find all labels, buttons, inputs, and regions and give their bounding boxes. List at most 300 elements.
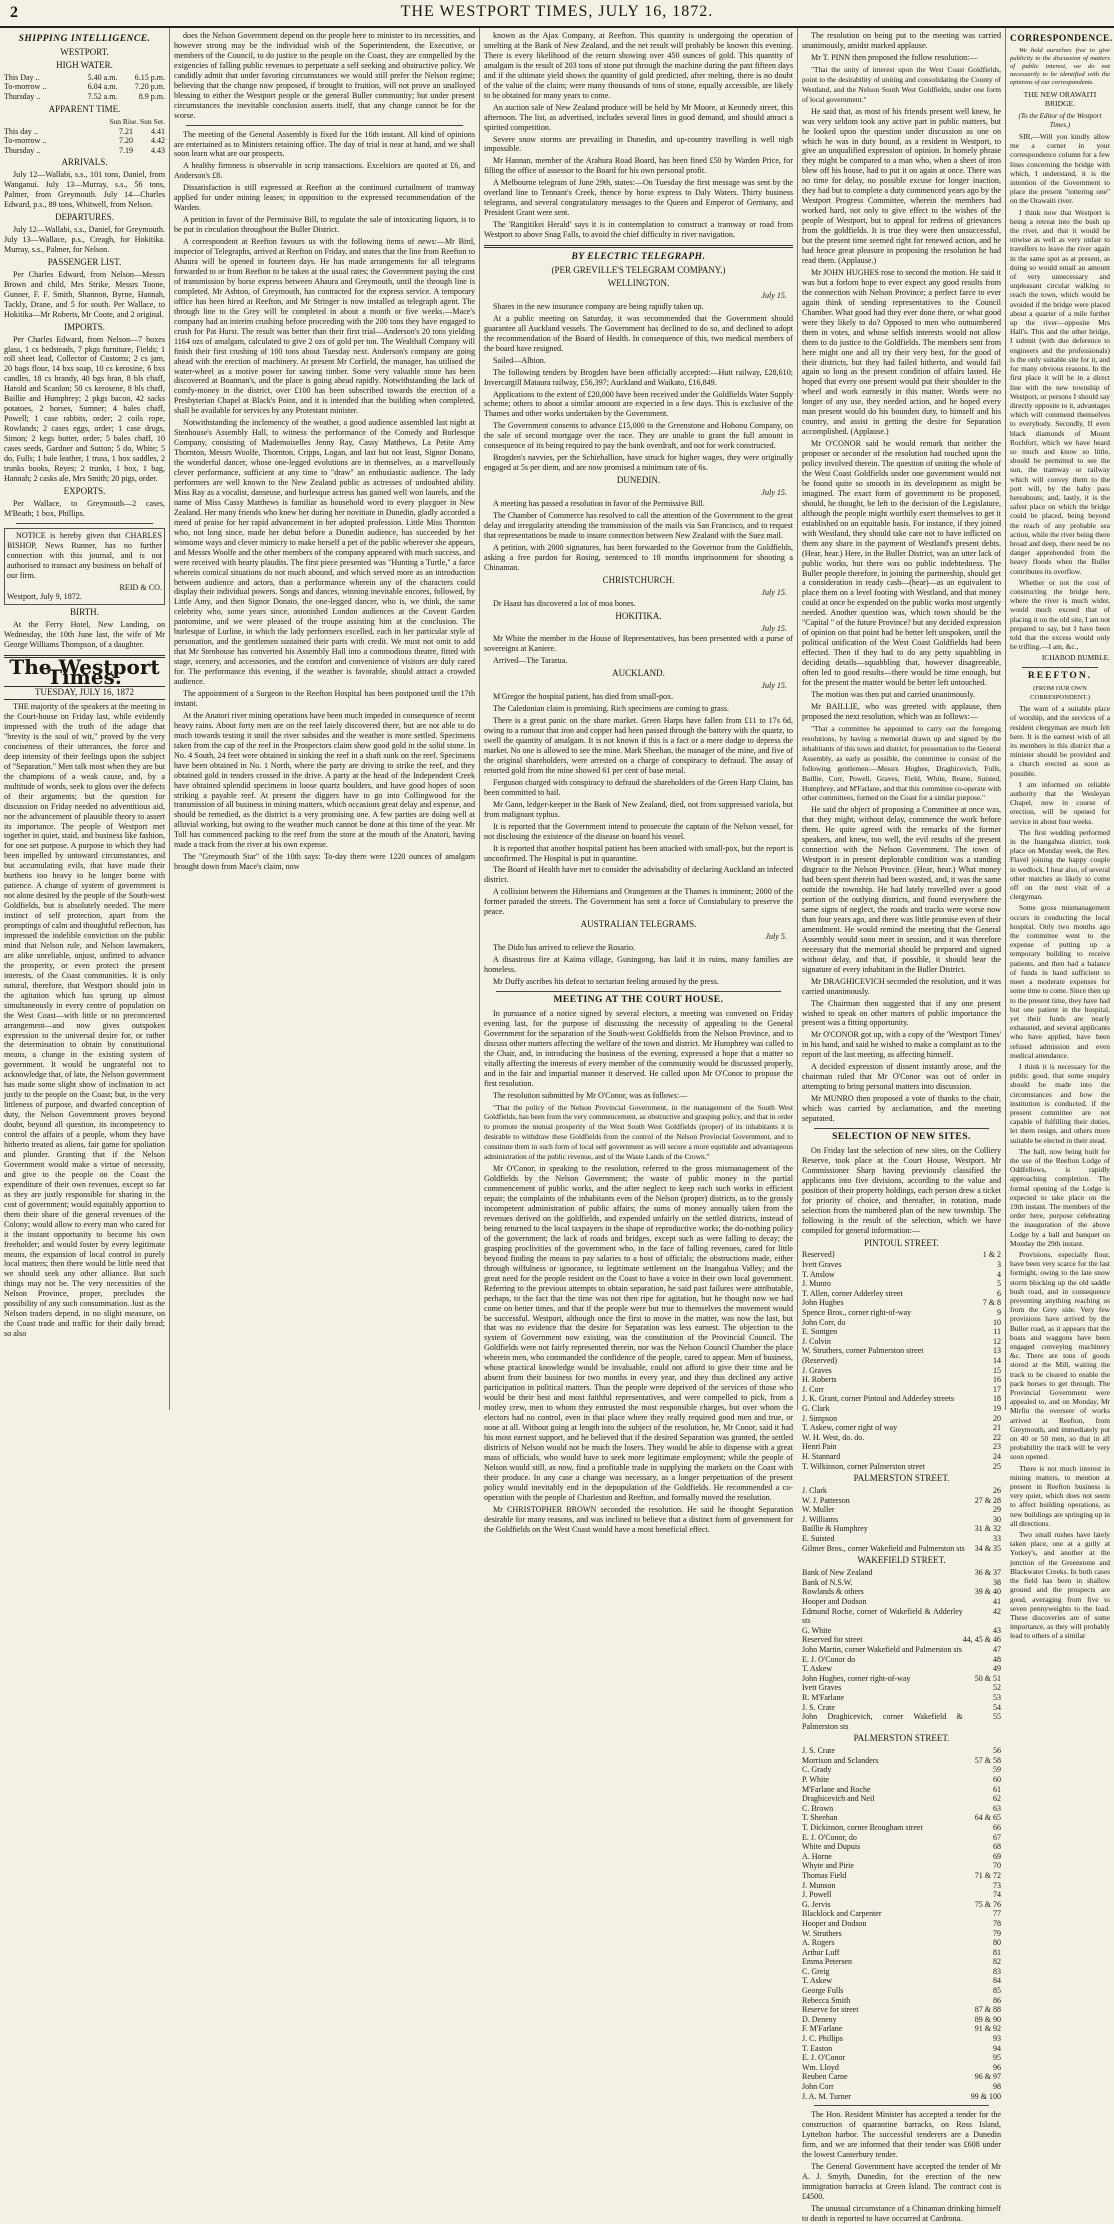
site-row-value: 19 [993,1403,1001,1413]
paragraph: He said the object of proposing a Committee at once was, that they might, without delay, commence the work before them. He quite agreed with the remarks of the former speakers, and knew, too well, the evil results of the present connection with the Nelson Government. The town of Westport is in present deplorable condition was a standing disgrace to the Nelson Province. (Hear, hear.) What money had been spent therein had been wasted, and, it was the same outside the township. He had lately travelled over a good portion of the outlying districts, and found everywhere the same signs of neglect, the roads and tracks were worse now than four years ago, and there was little promise even of their amendment. He would remind the meeting that the General Assembly would soon meet in session, and it was therefore necessary that the memorial should be prepared and signed without delay, and that, if possible, it should bear the signature of every inhabitant in the Buller District. [802,805,1001,974]
site-row-label: J. Williams [802,1514,838,1524]
sun-row-value: 7.19 [118,145,133,155]
site-row-label: W. H. West, do. do. [802,1432,865,1442]
christchurch-heading: CHRISTCHURCH. [602,574,675,585]
sun-row [4,146,165,156]
divider [1022,667,1098,668]
paper-name: The Westport Times. [9,655,160,690]
site-row-label: J. A. M. Turner [802,2091,851,2101]
site-row-label: Morrison and Sclanders [802,1755,879,1765]
column-4 [798,28,1006,2223]
column-5 [1006,28,1114,1641]
site-row [802,1366,1001,1376]
site-row-value: 67 [993,1832,1001,1842]
site-row-value: 27 & 28 [974,1495,1001,1505]
site-row-label: John Martin, corner Wakefield and Palmerston sts [802,1644,962,1654]
site-row-label: R. M'Farlane [802,1692,844,1702]
site-row-value: 94 [993,2043,1001,2053]
paragraph: Shares in the new insurance company are being rapidly taken up. [493,301,704,311]
site-row-label: J. K. Grant, corner Pintoul and Adderley streets [802,1394,954,1404]
site-row-value: 52 [993,1683,1001,1693]
site-row-value: 48 [993,1654,1001,1664]
paragraph: The first wedding performed in the Inangahua district, took place on Monday week, the Rev. Flavel joining the happy couple in wedlock. I hear also, of several other matches as likely to come off on the next visit of a clergyman. [1010,827,1110,902]
paragraph: A healthy firmness is observable in scrip transactions. Excelsiors are quoted at £6, and Anderson's £8. [174,161,475,181]
column-1 [0,28,170,1410]
site-row-label: Reserved for street [802,1635,863,1645]
site-row [802,1462,1001,1472]
site-row-value: 4 [997,1269,1001,1279]
site-row-value: 30 [993,1514,1001,1524]
site-row-value: 99 & 100 [970,2091,1001,2101]
site-row-value: 84 [993,1976,1001,1986]
paragraph: Dr Haast has discovered a lot of moa bones. [493,598,636,608]
tide-row-label: To-morrow .. [4,82,47,92]
site-row [802,1298,1001,1308]
site-row-value: 69 [993,1851,1001,1861]
site-row-label: Ivett Graves [802,1683,842,1693]
issue-date: TUESDAY, JULY 16, 1872 [4,686,165,700]
site-row [802,1327,1001,1337]
site-row-label: E. J. O'Conor do [802,1654,856,1664]
correspondence-heading: CORRESPONDENCE. [1010,34,1113,44]
tide-row [4,92,165,102]
divider [496,991,781,992]
auckland-heading: AUCKLAND. [612,668,665,679]
site-row [802,1568,1001,1578]
site-row [802,2034,1001,2044]
sun-row [4,136,165,146]
site-row [802,1270,1001,1280]
site-row-label: Bank of N.S.W. [802,1577,853,1587]
site-row-value: 85 [993,1986,1001,1996]
paragraph: At a public meeting on Saturday, it was recommended that the Government should guarantee all Auckland vessels. The Government has declined to do so, and declined to adopt the recommendation of the Board of Health. In consequence of this, two medical members of the board have resigned. [484,313,793,353]
sun-row-value: 4.43 [151,145,165,155]
site-row-label: Arthur Luff [802,1947,840,1957]
site-row-label: J. Powell [802,1890,832,1900]
paragraph: On Friday last the selection of new sites, on the Colliery Reserve, took place at the Court House, Westport. Mr Commissioner Sharp having previously classified the applicants into five divisions, according to the value and position of their property holdings, each person drew a ticket for priority of choice, and thereafter, in rotation, made selection from the numbered plan of the new township. The following is the result of the selection, which we have compiled for general information:— [802,1145,1001,1235]
dateline: July 15. [761,290,787,300]
site-row-label: E. Sontgen [802,1327,838,1337]
site-row-label: J. C. Phillips [802,2034,843,2044]
site-row-label: Blacklock and Carpenter [802,1909,882,1919]
divider [484,245,793,248]
site-row [802,1423,1001,1433]
paragraph: I am informed on reliable authority that the Wesleyan Chapel, now in course of erection, will be opened for service in about four weeks. [1010,779,1110,826]
paragraph: The Chamber of Commerce has resolved to call the attention of the Government to the great delay and irregularity attending the transmission of the mails via San Francisco, and to request that representations be made to insure connection between New Zealand with the Suez mail. [484,510,793,540]
sun-table [4,127,165,156]
paragraph: At the Anatori river mining operations have been much impeded in consequence of recent heavy rains. About forty men are on the reef lately discovered there, but are not able to do much towards testing it until the river subsides and the weather is more settled. Specimens taken from the cap of the reef in the Prospectors claim show good gold in the solid stone. In No. 4 South, 24 feet were obtained in sinking the reef in a shaft sunk on the reef. Specimens have been obtained in No. 1 North, where the party are driving to strike the reef, and they obtained gold in tenders crossed in the drive. A party at the head of the Independent Creek have obtained splendid specimens in loose quartz boulders, and have good hopes of soon striking a payable reef. At present the diggers have to go into Collingwood for the transmission of all business in mining matters, which occasions great delay and expense, and should be remedied, as the district is a very promising one. A few parties are doing well at alluvial working, but owing to the weather much cannot be done at this time of the year. Mr Toll has commenced packing to the reef from the store at the mouth of the Anatori, having made a track from the river at his own expense. [174,710,475,850]
site-row-value: 1 & 2 [982,1250,1001,1260]
site-row [802,1823,1001,1833]
site-row [802,1337,1001,1347]
site-row [802,1404,1001,1414]
site-row-label: John Corr, do [802,1317,846,1327]
site-row-label: G. Clark [802,1403,830,1413]
sites-table [802,1746,1001,2101]
passenger-heading: PASSENGER LIST. [47,256,122,267]
site-row-value: 43 [993,1625,1001,1635]
hokitika-heading: HOKITIKA. [615,610,662,621]
resolution-quote: "That the policy of the Nelson Provincial Government, in the management of the South West Goldfields, has been from the very commencement, as obstructive and grasping policy, and that in order to promote the mutual prosperity of the West South West Goldfields (proper) of its inhabitants it is desirable to withdraw these Goldfields from the control of the Nelson Provincial Government, and to constitute them in such form of local self government as will secure a more equitable and advantageous administration of the public revenue, and of the Waste Lands of the Crown." [484,1102,793,1162]
site-row [802,1346,1001,1356]
site-row [802,2015,1001,2025]
sun-row [4,127,165,137]
site-row-value: 79 [993,1928,1001,1938]
paragraph: The Chairman then suggested that if any one present wished to speak on other matters of public importance the present was a fitting opportunity. [802,998,1001,1028]
paragraph: Dissatisfaction is still expressed at Reefton at the continued curtailment of tramway applied for under mining leases; in opposition to the expressed recommendation of the Warden. [174,183,475,213]
site-row-value: 68 [993,1842,1001,1852]
paragraph: The resolution submitted by Mr O'Conor, was as follows:— [493,1090,688,1100]
site-row-value: 70 [993,1861,1001,1871]
paragraph: SIR,—Will you kindly allow me a corner in your correspondence column for a few lines concerning the bridge with which, I understand, it is the intention of the Government to place the present "tottering one" on the Orawaiti river. [1010,132,1110,206]
site-row [802,2082,1001,2092]
site-row-value: 89 & 90 [974,2014,1001,2024]
site-row [802,2063,1001,2073]
site-row-value: 17 [993,1384,1001,1394]
leader-article: THE majority of the speakers at the meeting in the Court-house on Friday last, while evidently impressed with the truth of the adage that "brevity is the soul of wit," proved by the very conciseness of their utterances, the force and deep intensity of their feelings upon the subject of "Separation." Men talk most when they are but the champions of a weak cause, and, by a multitude of words, seek to gloss over the defects of their arguments; but the question for discussion on Friday needed no adventitious aid, nor the advancement of plausible theory to assert its importance. The people of Westport met together in quiet, staid, and business like fashion, for one set purpose. A purpose to which they had been impelled by untoward circumstances, and but accumulating evils, that have made their burthens too heavy to be longer borne with patience. A change of system of government is not alone desired by the people of the South-west Goldfields, but is absolutely needed. The mere instinct of self protection, apart from the promptings of calm and thoughtful reflection, has impressed the indelible conviction on the public mind that Nelson rule, and Nelson lawmakers, are alike unreliable, unjust, unfitted to advance the prosperity, or even protect the present interests, of the Coast communities. It is only natural, therefore, that Westport should join in the agitation which has sprung up almost simultaneously in every centre of population on the West Coast—with little or no preconcerted arrangement—and now gives outspoken expression to the universal desire for, or rather the determination to obtain by constitutional means, a change in the existing system of government. It would be ungrateful not to acknowledge that, of late, the Nelson government has made some slight show of inclination to act justly to the people on the Coast; but, in the very littleness of purpose, and dwarfed conception of duty, the Nelson Government proves beyond doubt, beyond all question, its incompetency to control the affairs of a people, whom they have hitherto treated as aliens, fair game for spoliation and plunder. Granting that if the Nelson Government would make a virtue of necessity, and give to the people on the Coast the expenditure of their own revenues, except so far as they are justly responsible for sharing in the cost of government; would equitably apportion to them their share of the general revenues of the Colony; would allow to every man who cared for it the instant opportunity to become his own freeholder; and would foster by every legitimate means, the expansion of local control in purely local matters; then there would be little need that we should seek any other alliance. But such things may not be. The very necessities of the Nelson Province, proper, precludes the possibility of any such consummation. Just as the Nelson traders depend, in no slight measure, on the Coast trade and traffic for their daily bread; so also [4,702,165,1339]
site-row [802,1394,1001,1404]
site-row-value: 66 [993,1822,1001,1832]
site-row [802,1433,1001,1443]
site-row [802,1524,1001,1534]
site-row-label: T. Askew [802,1976,833,1986]
paragraph: Whether or not the cost of constructing the bridge here, where the river is much wider, would much exceed that of placing it on the old site, I am not prepared to say, but I have been told that the excess would only be trifling.—I am, &c., [1010,577,1110,652]
paragraph: I think now that Westport is being a retreat into the bush up the river, and that it would be unwise as well as very unfair to travellers to leave the river again in the same spot as at present, as doing so would entail an amount of very unnecessary and unpleasant circular walking to reach the town, which would be avoided if the bridge were placed about a quarter of a mile further up the river—opposite Mrs Hall's. This and the other bridge, I submit (with due deference to engineers and the professionals) is the only suitable site for it, and for many obvious reasons. In the first place it will be in a direct line with the new township of Westport, or persons I should say directly opposite to it, advantages which will commend themselves to everybody. Secondly, If even black diamonds of Mount Rochfort, which we have heard so much and know so little, should be permitted to see the sun, the tramway or railway which will convey them to the port will, by the baby pass hereabouts; and, lastly, it is the safest place on which the bridge could be placed, being beyond the reach of any probable sea action, while the river being there broad and deep, there need be no danger apprehended from the heavy floods when the Buller contributes its overflow. [1010,207,1110,576]
site-row-label: F. M'Farlane [802,2024,843,2034]
paragraph: Mr Gann, ledger-keeper in the Bank of New Zealand, died, not from suppressed variola, but from malignant typhus. [484,799,793,819]
paragraph: It is reported that the Government intend to prosecute the captain of the Nelson vessel, for not disclosing the existence of the disease on board his vessel. [484,821,793,841]
paragraph: A petition, with 2000 signatures, has been forwarded to the Governor from the Goldfields, asking a free pardon for Rosing, sentenced to 18 months imprisonment for shooting a Chinaman. [484,542,793,572]
paragraph: The Government consents to advance £15,000 to the Greenstone and Hohonu Company, on the sale of second mortgage over the race. They are unable to grant the full amount in consequence of its being required to pay the bank overdraft, and not for work constructed. [484,421,793,451]
site-row [802,1938,1001,1948]
australian-heading: AUSTRALIAN TELEGRAMS. [580,919,697,930]
paragraph: The want of a suitable place of worship, and the services of a resident clergyman are much felt here. It is the earnest wish of all its members in this district that a minister should be provided and a church erected as soon as possible. [1010,704,1110,778]
divider [814,1128,989,1129]
notice-box [4,528,165,606]
sites-table [802,1568,1001,1731]
site-row [802,1957,1001,1967]
paragraph: Arrived—The Tararua. [493,656,568,666]
site-row-label: J. Colvin [802,1336,831,1346]
paragraph: Some gross mismanagement occurs in conducting the local hospital. Only two months ago the committee went to the expense of putting up a temporary building to receive patients, and then had a balance of funds in hand sufficient to meet a moderate expenses for some time to come. Since then up to the present time, they have had but one patient in the hospital, yet their funds are nearly exhausted, and several applicants who have applied, have been refused admission and even medical attendance. [1010,903,1110,1060]
site-row [802,1986,1001,1996]
dunedin-heading: DUNEDIN. [616,475,661,486]
site-row-value: 25 [993,1461,1001,1471]
site-row-label: Reuben Carne [802,2072,848,2082]
site-row-value: 20 [993,1413,1001,1423]
site-row-value: 14 [993,1356,1001,1365]
paragraph: In pursuance of a notice signed by several electors, a meeting was convened on Friday evening last, for the purpose of discussing the necessity of appealing to the General Government for the separation of the South-west Goldfields from the Nelson Province, and to discuss other matters affecting the welfare of the town and district. Mr Humphrey was called to the Chair, and, in introducing the business of the evening, expressed a hope that a matter so vitally affecting the interests of every member of the community would be discussed properly, and in the fair and impartial manner it deserved. He called upon Mr O'Conor to propose the first resolution. [484,1008,793,1088]
site-row [802,1496,1001,1506]
paragraph: The unusual circumstance of a Chinaman drinking himself to death is reported to have occurred at Cardrona. [802,2203,1001,2223]
tide-row-value: 7.20 p.m. [134,82,165,92]
site-row-value: 93 [993,2034,1001,2044]
site-row [802,1635,1001,1645]
notice-signature: REID & CO. [119,582,162,592]
site-row [802,1842,1001,1852]
site-row-value: 64 & 65 [974,1813,1001,1823]
sun-row-label: Thursday .. [4,145,41,155]
paragraph: It is reported that another hospital patient has been attacked with small-pox, but the report is unconfirmed. The Hospital is put in quarantine. [484,843,793,863]
paragraph: The 'Rangitikei Herald' says it is in contemplation to construct a tramway or road from Westport to above Snag Falls, to avoid the chief difficulty in river navigation. [484,220,793,240]
paragraph: Brogden's navvies, per the Schiehallion, have struck for higher wages, they were originally engaged at 5s per diem, and are now promised a minimum rate of 6s. [484,453,793,473]
site-row [802,2044,1001,2054]
correspondence-note: We hold ourselves free to give publicity to the discussion of matters of public interest, we do not necessarily to be identified with the opinions of our correspondents. [1010,47,1110,87]
dateline: July 15. [761,587,787,597]
site-row-value: 12 [993,1336,1001,1346]
site-row [802,1775,1001,1785]
paragraph: The Hon. Resident Minister has accepted a tender for the construction of quarantine barracks, on Ross Island, Lyttelton harbor. The successful tenderers are a Dunedin firm, and we are informed that their tender was £608 under the lowest Canterbury tender. [802,2110,1001,2160]
site-row-value: 95 [993,2053,1001,2063]
sun-row-label: This day .. [4,126,38,136]
site-row-value: 21 [993,1423,1001,1433]
paragraph: known as the Ajax Company, at Reefton. This quantity is undergoing the operation of smelting at the Bank of New Zealand, and the net result will probably be known this evening. There is every likelihood of the return showing over 450 ounces of gold. This quantity of amalgam is the result of 203 tons of stone put through the machine during the past fifteen days and if the ultimate yield shows the quantity of gold predicted, after melting, there is no doubt of the value of the claim; were many thousands of tons of stone, equally accessible, are likely to be obtained for many years to come. [484,31,793,100]
paragraph: There is a great panic on the share market. Green Harps have fallen from £11 to 17s 6d, owing to a rumour that iron and copper had been passed through the battery with the quartz, to swell the quantity of amalgam. It is not known if this is a fact or a mere dodge to depress the market. No one is allowed to see the mine. Mark Sheehan, the manager of the mine, and five of the original shareholders, were arrested on a charge of conspiracy to defraud. The assay of retorted gold from the mine showed 61 per cent of base metal. [484,716,793,775]
site-row-label: Bank of New Zealand [802,1568,873,1578]
site-row-label: J. Clark [802,1486,827,1496]
site-row-label: Rowlands & others [802,1587,864,1597]
paragraph: Sailed—Albion. [493,355,546,365]
paragraph: M'Gregor the hospital patient, has died from small-pox. [493,692,674,702]
high-water-heading: HIGH WATER. [56,59,113,70]
site-row [802,2072,1001,2082]
tide-row-value: 7.52 a.m. [87,92,118,102]
site-row-value: 98 [993,2082,1001,2092]
paragraph: The Caledonian claim is promising. Rich specimens are coming to grass. [493,704,730,714]
site-row-label: Spence Bros., corner right-of-way [802,1308,912,1318]
leader-continued: does the Nelson Government depend on the people here to minister to its necessities, and however strong may be the individual wish of the Superintendent, the Executive, or members of the Council, to do justice to the people on the Coast, they are compelled by the exigencies of falling public revenues to perpetuate a self seeking and obstructive policy. We candidly admit that under favoring circumstances we would still prefer the Nelson regime; believing that the change now proposed, if brought to fruition, will not prove an unalloyed blessing to either the Westport people or the general Buller community; but under present circumstances the inevitable conclusion asserts itself, that any change cannot be for the worse. [174,31,475,120]
site-row-label: C. Grady [802,1765,832,1775]
site-row-label: Wm. Lloyd [802,2062,839,2072]
resolution-quote: "That a committee be appointed to carry out the foregoing resolutions, by having a memorial drawn up and signed by the inhabitants of this town and district, for presentation to the General Assembly, as early as possible, the committee to consist of the following gentlemen:—Messrs Hughes, Draghicevich, Fulls, Baillie, Corr, Powell, Graves, Field, White, Reane, Suisted, Humphrey, and M'Farlane, and that this committee co-operate with other committees, formed on the Coast for a similar purpose." [802,723,1001,803]
birth-heading: BIRTH. [70,607,99,618]
paragraph: Mr Duffy ascribes his defeat to sectarian feeling aroused by the press. [493,977,719,987]
telegraph-heading: BY ELECTRIC TELEGRAPH. [571,252,706,263]
site-row-label: M'Farlane and Roche [802,1784,871,1794]
site-row [802,1756,1001,1766]
site-row-label: J. Munro [802,1279,831,1289]
site-row [802,2092,1001,2102]
site-row-label: A. Horne [802,1851,832,1861]
site-row [802,2024,1001,2034]
site-row-label: E. Suisted [802,1534,835,1544]
resolution-quote: "That the unity of interest upon the West Coast Goldfields, point to the desirability of uniting and consolidating the County of Westland, and the Nelson South West Goldfields, under one form of local government." [802,64,1001,104]
tide-row-value: 6.04 a.m. [87,82,118,92]
site-row-value: 38 [993,1577,1001,1587]
site-row [802,1693,1001,1703]
site-row-label: T. Allen, corner Adderley street [802,1288,903,1298]
site-row [802,1871,1001,1881]
paragraph: Notwithstanding the inclemency of the weather, a good audience assembled last night at Stenhouse's Assembly Hall, to witness the performance of the Comedy and Burlesque Company, consisting of Mademoiselles Jenny Ray, Cassy Matthews, La Petite Amy Thornton, Messrs Woolfe, Thornton, Cripps, Logan, and last but not least, Signor Donato, the wonderful dancer, whose one-legged evolutions are in themselves, as a marvellously clever performance, sufficient at any time to "draw" an enthusiastic audience. The lady performers are well known to the New Zealand public as actresses of undoubted ability. Miss Ray as a vocalist, danseuse, and burlesque actress has gained well won laurels, and the name of Miss Cassy Matthews is familiar as household word to every playgoer in New Zealand. Her many friends who knew her during her novitiate in Dunedin, gladly accorded a meed of praise for her rapid advancement in her adopted profession. Little Miss Thornton who, not long since, made her debut before a Dunedin audience, has succeeded by her winsome ways and clever mimicry to make herself a pet of the public wherever she appears, and Messrs Woolfe and the other members of the company appeared with much success, and were received with hearty plaudits. The first piece presented was "Hunting a Turtle," a farce wherein comical situations do not much abound, and which served more as an introduction between audience and actors, than a performance wherein any of the characters could display their individual powers. Songs and dances, winning inevitable encores, followed, by Little Amy, and then Signor Donato, the one-legged dancer, who is, we think, the same celebrity who, some years since, astonished London audiences at the Covent Garden pantomime, and we were pleased of the troupe assisting him at the conclusion. The burlesque of Lurline, in which the lady performers excelled, each in her particular style of personation, and the gentlemen sustained their parts with credit. We must not omit to add that Mr Stenhouse has converted his Assembly Hall into a commodious theatre, fitted with stage, scenery, and accessories, and the comfort and convenience of visitors are duly cared for. The performance this evening, if the weather is favorable, should attract a crowded audience. [174,418,475,687]
site-row [802,1861,1001,1871]
site-row-value: 75 & 76 [974,1899,1001,1909]
site-row-value: 74 [993,1890,1001,1900]
site-row-value: 82 [993,1957,1001,1967]
tide-row-value: 8.9 p.m. [138,92,165,102]
site-row [802,1967,1001,1977]
street-heading: PALMERSTON STREET. [853,1473,950,1484]
site-row-label: W. J. Patterson [802,1495,850,1505]
site-row-label: W. Muller [802,1505,835,1515]
dateline: July 15. [761,623,787,633]
site-row [802,1703,1001,1713]
site-row-label: Edmund Roche, corner of Wakefield & Adderley sts [802,1606,963,1626]
site-row [802,1655,1001,1665]
site-row [802,1664,1001,1674]
site-row-label: J. S. Crate [802,1746,835,1756]
site-row [802,1375,1001,1385]
site-row-value: 87 & 88 [974,2005,1001,2015]
divider [186,125,463,126]
street-heading: PINTOUL STREET. [864,1237,939,1248]
site-row-label: Whyte and Pirie [802,1861,854,1871]
paragraph: Mr O'Conor, in speaking to the resolution, referred to the gross mismanagement of the Goldfields by the Nelson Government; the waste of public money in the partial commencement of public works, and the after neglect to keep each such works in efficient repair; the complaints of the inhabitants even of the Nelson (proper) districts, as to the grossly incompetent administration of public affairs; the sums of money annually taken from the revenues derived on the goldfields, and expended unfairly on the settled districts, instead of being returned to the local taxpayers in the shape of reproductive works; the do-nothing policy of the government; the lack of roads and bridges, except such as were falling to decay; the grasping proclivities of the government who, in the face of falling revenues, cared for little beyond finding the means to pay salaries to a host of officials; the obstructions made, either through wilfulness or ignorance, to legitimate settlement on the Inangahua Valley; and the great need for the people resident on the Coast to have a voice in their own local government. Referring to the previous attempts to obtain separation, he said past failures were attributable, perhaps, to the fact that the time was not then ripe for agitation, but he thought now we had come on better times, and that if the people were but true to themselves the movement would be successful. Westport, although once the first to move in the matter, was now the last, but that was no evidence that the desire for Separation was less earnest. The objection to the system of Government now existing, was the constitution of the Provincial Council. The Goldfields were not fairly represented therein, nor was the Nelson Council Chamber the place wherein men, who commanded the confidence of the people, cared to appear. Men of business, whose practical knowledge would be invaluable, could not afford to give their time and be absent from their business for two months in every year, and they thus declined any active participation in political matters. Thus the people were deprived of the services of those who would be their best and most faithful representatives, and were compelled to pick, from a motley crew, men to whom they entrusted the most responsible charges, but over whom the electors had no control, even in that place where they really required good men and true, or none at all. Without going at length into the subject of the resolution, he, Mr Conor, said it had his most earnest support, and he believed that if the desired Separation was granted, the settled districts of Nelson would not be much the losers. They would be able to dispense with a great mass of officials, who would have to seek more legitimate employment; while the people of Nelson would still, as now, find a profitable trade in supplying the markets on the Coast with their produce. In any case a change was necessary, as a longer perpetuation of the present policy would inevitably end in the depopulation of the Goldfields. He recommended a co-operation with the people of Charleston and Reefton, and formally moved the resolution. [484,1164,793,1502]
paragraph: A correspondent at Reefton favours us with the following items of news:—Mr Bird, inspector of Telegraphs, arrived at Reefton on Friday, and states that the line from Reefton to Ahaura will be opened in fourteen days. He has made arrangements for all telegrams forwarded to or from Reefton to be taken at the usual rates; the Government paying the cost of transmission by horse express between Ahaura and Greymouth, until the through line is completed. Mr Ashton, of Greymouth, has contracted for the express service. A temporary office has been hired at Reefton, and Mr Stringer is now installed as telegraph agent. The through line to the Grey will be completed in about a month or five weeks.—Mace's company had an interim crushing before proceeding with the 200 tons they have engaged to crush for Pat Hurst. The result was better than their first trial—Anderson's 20 tons yielding 1164 ozs of amalgam, calculated to give 2 ozs of gold per ton. The Wealthall Company will finish their first crushing of 100 tons about Tuesday next. Anderson's company are going ahead with the erection of machinery. At present Mr Corfield, the manager, has utilised the water-wheel as a motive power for sawing timber. Some very valuable stone has been discovered at Boatman's, and the place is going ahead rapidly. Notwithstanding the lack of comfy-money in the district, over £100 has been subscribed towards the erection of a Presbyterian Chapel at Black's Point, and it is intended that the building when completed, shall be available for services by any Protestant minister. [174,237,475,416]
site-row [802,1260,1001,1270]
site-row-label: John Draghicevich, corner Wakefield & Palmerston sts [802,1712,963,1731]
paragraph: The "Greymouth Star" of the 10th says: To-day there were 1220 ounces of amalgam brought down from Mace's claim, now [174,852,475,872]
site-row-label: H. Stannard [802,1451,841,1461]
arrivals-text: July 12—Wallabi, s.s., 101 tons, Daniel, from Wanganui. July 13—Murray, s.s., 56 tons, Palmer, from Greymouth. July 14—Charles Edward, p.s., 89 tons, Whitwell, from Nelson. [4,170,165,210]
site-row [802,1597,1001,1607]
site-row [802,1852,1001,1862]
paragraph: There is not much interest in mining matters, to mention at present in Reefton business is very quiet, which does not seem to affect building operations, as new buildings are springing up in all directions. [1010,1463,1110,1528]
paragraph: Mr T. PINN then proposed the follow resolution:— [811,52,978,62]
site-row-value: 56 [993,1746,1001,1756]
site-row [802,1833,1001,1843]
site-row-label: Reserve for street [802,2005,859,2015]
site-row-value: 96 [993,2062,1001,2072]
meeting-heading: MEETING AT THE COURT HOUSE. [553,994,724,1005]
exports-text: Per Wallace, to Greymouth—2 cases, M'Beath; 1 box, Phillips. [4,498,165,518]
site-row-value: 91 & 92 [974,2024,1001,2034]
reefton-heading: REEFTON. [1027,670,1093,681]
site-row-value: 9 [997,1308,1001,1318]
column-3 [480,28,798,1534]
paragraph: Mr CHRISTOPHER BROWN seconded the resolution. He said he thought Separation desirable for many reasons, and was inclined to believe that a distinct form of government for the Goldfields on the West Coast would have a most beneficial effect. [484,1504,793,1534]
site-row [802,1626,1001,1636]
site-row-value: 29 [993,1505,1001,1515]
site-row-label: George Fulls [802,1986,844,1996]
paragraph: A Melbourne telegram of June 29th, states:—On Tuesday the first message was sent by the overland line to Tennant's Creek, thence by horse express to Daly Waters. Thirty business telegrams, and several congratulatory messages to the Queen and Emperor of Germany, and President Grant were sent. [484,178,793,218]
paragraph: Mr O'CONOR said he would remark that neither the proposer or seconder of the resolution had touched upon the policy involved therein. The question of uniting the whole of the West Coast Goldfields under one government would not be found quite so smooth in its development as might be imagined. The exact form of government to be proposed, should, he thought, be left to the decision of the Legislature, although the people might worthily exert themselves to get it established on an equitable basis. For instance, if they joined with Westland, they should take care not to have inflicted on them any share in the payment of Westland's present debts. (Hear, hear.) Here, in the Buller District, was an utter lack of public works, but there was no public indebtedness. The Buller people therefore, in joining the partnership, should get a consideration in ready cash—(hear)—as an equivalent to place them on a level footing with Westland, and that money could at once be expended on the public works most urgently needed. Another question was, which town should be the "Capital " of the future Province? but any decided expression of opinion on that point had be better left unspoken, until the political unification of the West Coast Goldfields had been effected. Then if they had to do any petty squabbling in deciding details—squabbling that, however disagreeable, often led to good results—there would be time enough, but for the present the matter would be better left untouched. [802,439,1001,687]
site-row-value: 11 [993,1327,1001,1337]
paragraph: I think it is necessary for the public good, that some enquiry should be made into the circumstances and how the institution is conducted, if the present committee are not capable of fulfilling their duties, let them resign, and others more suitable be elected in their stead. [1010,1061,1110,1145]
site-row-value: 47 [993,1644,1001,1654]
dateline: July 15. [761,681,787,691]
site-row-label: Draghicevich and Neil [802,1794,875,1804]
passenger-text: Per Charles Edward, from Nelson—Messrs Brown and child, Mrs Strike, Messrs Toone, Gunner, F. F. Smith, Shannon, Byrne, Hannah, Tackly, Drane, and 5 for south. Per Wallace, to Hokitika—Mr Roberts, Mr Coote, and 2 original. [4,269,165,319]
masthead [0,0,1114,28]
paragraph: An auction sale of New Zealand produce will be held by Mr Moore, at Kennedy street, this afternoon. The list, as advertised, includes several lines in good demand, and should attract a spirited competition. [484,102,793,132]
birth-text: At the Ferry Hotel, New Landing, on Wednesday, the 10th June last, the wife of Mr George Williams Thompson, of a daughter. [4,620,165,650]
site-row-label: John Hughes, corner right-of-way [802,1673,911,1683]
site-row-value: 57 & 58 [974,1755,1001,1765]
site-row [802,1356,1001,1366]
site-row-label: John Corr [802,2082,834,2092]
dateline: July 5. [765,932,787,942]
site-row-value: 15 [993,1365,1001,1375]
site-row [802,1794,1001,1804]
paragraph: A disastrous fire at Kaima village, Guningong, has laid it in ruins, many families are homeless. [484,955,793,975]
imports-heading: IMPORTS. [64,321,105,332]
site-row-value: 60 [993,1775,1001,1785]
site-row-value: 71 & 72 [974,1870,1001,1880]
site-row-label: T. Anslow [802,1269,835,1279]
paragraph: A decided expression of dissent instantly arose, and the chairman ruled that Mr O'Conor was out of order in attempting to bring personal matters into discussion. [802,1062,1001,1092]
exports-heading: EXPORTS. [63,485,106,496]
site-row [802,2005,1001,2015]
site-row-label: Ivett Graves [802,1260,842,1270]
site-row-label: T. Askew [802,1664,833,1674]
dateline: July 15. [761,488,787,498]
sun-row-label: To-morrow .. [4,136,47,146]
paragraph: Two small rushes have lately taken place, one at a gully at Yorkey's, and another at the junction of the Greenstone and Blackwater Creeks. In both cases the field has been in shallow ground and the prospects are good, averaging from five to seven pennyweights to the load. These discoveries are of some importance, as they will probably lead to others of a similar [1010,1530,1110,1641]
site-row [802,1318,1001,1328]
paragraph: Ferguson charged with conspiracy to defraud the shareholders of the Green Harp Claim, has been committed to bail. [484,777,793,797]
site-row-value: 13 [993,1346,1001,1356]
sites-table [802,1486,1001,1553]
site-row-label: J. Graves [802,1365,832,1375]
site-row-value: 42 [993,1606,1001,1616]
site-row [802,2053,1001,2063]
site-row-value: 78 [993,1918,1001,1928]
paragraph: The Dido has arrived to relieve the Rosario. [493,943,636,953]
paragraph: Mr BAILLIE, who was greeted with applause, then proposed the next resolution, which was as follows:— [802,701,1001,721]
site-row [802,1909,1001,1919]
site-row-value: 36 & 37 [974,1568,1001,1578]
site-row-label: Baillie & Humphrey [802,1524,868,1534]
wellington-heading: WELLINGTON. [607,277,670,288]
sun-row-value: 4.41 [151,126,165,136]
site-row-label: T. Dickinson, corner Brougham street [802,1822,923,1832]
departures-text: July 12—Wallabi, s.s., Daniel, for Greymouth. July 13—Wallace, p.s., Creagh, for Hokitika. Murray, s.s., Palmer, for Nelson. [4,225,165,254]
site-row-value: 83 [993,1966,1001,1976]
street-heading: PALMERSTON STREET. [853,1733,950,1744]
site-row-label: P. White [802,1775,829,1785]
tide-row-value: 5.40 a.m. [87,72,118,82]
site-row-label: White and Dupuis [802,1842,861,1852]
site-row [802,1515,1001,1525]
paragraph: Mr Hannan, member of the Arahura Road Board, has been fined £50 by Warden Price, for filling the office of assessor to the Board for his own personal profit. [484,156,793,176]
site-row [802,1746,1001,1756]
site-row-label: J. Munson [802,1880,836,1890]
paragraph: Mr DRAGHICEVICH seconded the resolution, and it was carried unanimously. [802,976,1001,996]
paragraph: The Board of Health have met to consider the advisability of declaring Auckland an infected district. [484,865,793,885]
site-row-label: Hooper and Dodson [802,1918,867,1928]
site-row-label: D. Deneny [802,2014,837,2024]
site-row-value: 44, 45 & 46 [962,1635,1001,1645]
site-row [802,1929,1001,1939]
page-number: 2 [10,4,18,21]
paragraph: Applications to the extent of £20,000 have been received under the Goldfields Water Supply scheme; others to about a similar amount are expected in a few days. This is exclusive of the Thames and other works undertaken by the Government. [484,389,793,419]
site-row-label: J. S. Crate [802,1702,835,1712]
site-row [802,1587,1001,1597]
site-row-value: 81 [993,1947,1001,1957]
site-row-label: (Reserved) [802,1356,838,1365]
paragraph: A petition in favor of the Permissive Bill, to regulate the sale of intoxicating liquors, is to be put in circulation throughout the Buller District. [174,215,475,235]
site-row [802,1289,1001,1299]
site-row [802,1442,1001,1452]
columns [0,28,1114,2223]
tide-row [4,82,165,92]
telegraph-subheading: (PER GREVILLE'S TELEGRAM COMPANY.) [551,265,726,276]
site-row-value: 41 [993,1596,1001,1606]
site-row-label: W. Struthers [802,1928,842,1938]
site-row-value: 6 [997,1288,1001,1298]
sites-heading: SELECTION OF NEW SITES. [832,1131,971,1142]
site-row [802,1279,1001,1289]
